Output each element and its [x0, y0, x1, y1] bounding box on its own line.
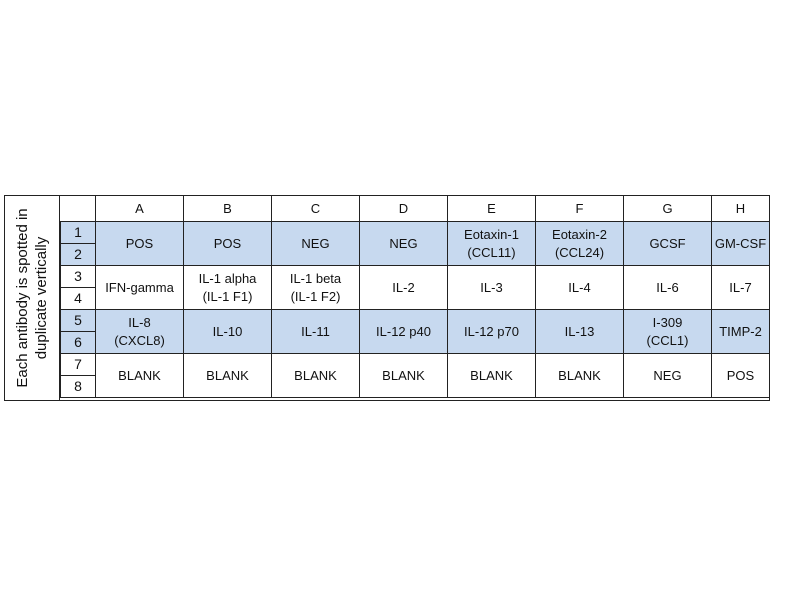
cell-label-line: IL-1 beta — [289, 270, 342, 286]
cell-label-line: GM-CSF — [714, 235, 767, 251]
cell-label-line: (IL-1 F2) — [290, 288, 341, 304]
array-cell — [448, 266, 536, 310]
cell-label-line: BLANK — [558, 367, 601, 383]
array-cell — [624, 266, 712, 310]
array-cell — [536, 310, 624, 354]
row-number-4: 4 — [61, 288, 96, 310]
cell-label-line: IL-3 — [480, 279, 503, 295]
array-row — [61, 310, 770, 332]
cell-label-line: IL-12 p40 — [376, 323, 431, 339]
array-cell — [536, 266, 624, 310]
row-number-7: 7 — [61, 354, 96, 376]
cell-label-line: BLANK — [382, 367, 425, 383]
cell-label-line: (IL-1 F1) — [202, 288, 253, 304]
array-grid-container — [60, 195, 770, 398]
cell-label-line: BLANK — [206, 367, 249, 383]
cell-label-line: IL-1 alpha — [198, 270, 257, 286]
array-grid — [60, 195, 770, 398]
cell-label-line: BLANK — [294, 367, 337, 383]
array-cell — [712, 354, 770, 398]
array-cell — [96, 310, 184, 354]
corner-cell — [61, 196, 96, 222]
array-cell — [712, 266, 770, 310]
cell-label-line: GCSF — [649, 235, 686, 251]
array-cell — [448, 222, 536, 266]
array-cell — [360, 222, 448, 266]
array-cell — [536, 354, 624, 398]
array-row — [61, 222, 770, 244]
column-header-f: F — [536, 196, 624, 222]
cell-label-line: IL-6 — [656, 279, 679, 295]
side-label-line-1: Each antibody is spotted in — [14, 208, 31, 388]
cell-label-line: NEG — [301, 235, 330, 251]
side-label — [13, 208, 51, 387]
row-number-6: 6 — [61, 332, 96, 354]
cell-label-line: POS — [213, 235, 242, 251]
cell-label-line: POS — [125, 235, 154, 251]
array-row — [61, 266, 770, 288]
array-cell — [712, 310, 770, 354]
cell-label-line: NEG — [389, 235, 418, 251]
array-cell — [624, 354, 712, 398]
array-cell — [624, 310, 712, 354]
cell-label-line: BLANK — [470, 367, 513, 383]
row-number-1: 1 — [61, 222, 96, 244]
column-header-row — [61, 196, 770, 222]
array-cell — [536, 222, 624, 266]
array-cell — [360, 310, 448, 354]
column-header-e: E — [448, 196, 536, 222]
cell-label-line: TIMP-2 — [719, 323, 762, 339]
cell-label-line: (CXCL8) — [114, 332, 165, 348]
array-cell — [448, 310, 536, 354]
cell-label-line: POS — [726, 367, 755, 383]
array-cell — [360, 266, 448, 310]
cell-label-line: IL-11 — [301, 323, 330, 339]
array-cell — [184, 222, 272, 266]
cell-label-line: IL-13 — [564, 323, 595, 339]
side-label-cell — [4, 195, 60, 401]
cell-label-line: IL-7 — [729, 279, 752, 295]
array-cell — [96, 354, 184, 398]
row-number-2: 2 — [61, 244, 96, 266]
column-header-c: C — [272, 196, 360, 222]
row-number-8: 8 — [61, 376, 96, 398]
column-header-b: B — [184, 196, 272, 222]
cell-label-line: IL-4 — [568, 279, 591, 295]
row-number-5: 5 — [61, 310, 96, 332]
array-cell — [184, 266, 272, 310]
cell-label-line: (CCL11) — [467, 244, 516, 260]
array-cell — [272, 310, 360, 354]
array-cell — [96, 222, 184, 266]
column-header-a: A — [96, 196, 184, 222]
cell-label-line: NEG — [653, 367, 682, 383]
side-label-line-2: duplicate vertically — [33, 236, 50, 360]
array-cell — [272, 266, 360, 310]
cell-label-line: (CCL24) — [554, 244, 605, 260]
cell-label-line: IFN-gamma — [105, 279, 174, 295]
cell-label-line: (CCL1) — [646, 332, 689, 348]
column-header-g: G — [624, 196, 712, 222]
cell-label-line: IL-12 p70 — [464, 323, 519, 339]
cell-label-line: IL-8 — [128, 314, 151, 330]
array-cell — [712, 222, 770, 266]
array-cell — [184, 354, 272, 398]
column-header-d: D — [360, 196, 448, 222]
array-row — [61, 354, 770, 376]
array-cell — [360, 354, 448, 398]
column-header-h: H — [712, 196, 770, 222]
array-cell — [272, 354, 360, 398]
row-number-3: 3 — [61, 266, 96, 288]
cell-label-line: IL-2 — [392, 279, 415, 295]
array-cell — [96, 266, 184, 310]
cell-label-line: I-309 — [652, 314, 683, 330]
array-cell — [624, 222, 712, 266]
array-cell — [184, 310, 272, 354]
array-cell — [272, 222, 360, 266]
cell-label-line: IL-10 — [212, 323, 243, 339]
cell-label-line: BLANK — [118, 367, 161, 383]
cell-label-line: Eotaxin-2 — [552, 226, 607, 242]
array-cell — [448, 354, 536, 398]
cell-label-line: Eotaxin-1 — [464, 226, 519, 242]
